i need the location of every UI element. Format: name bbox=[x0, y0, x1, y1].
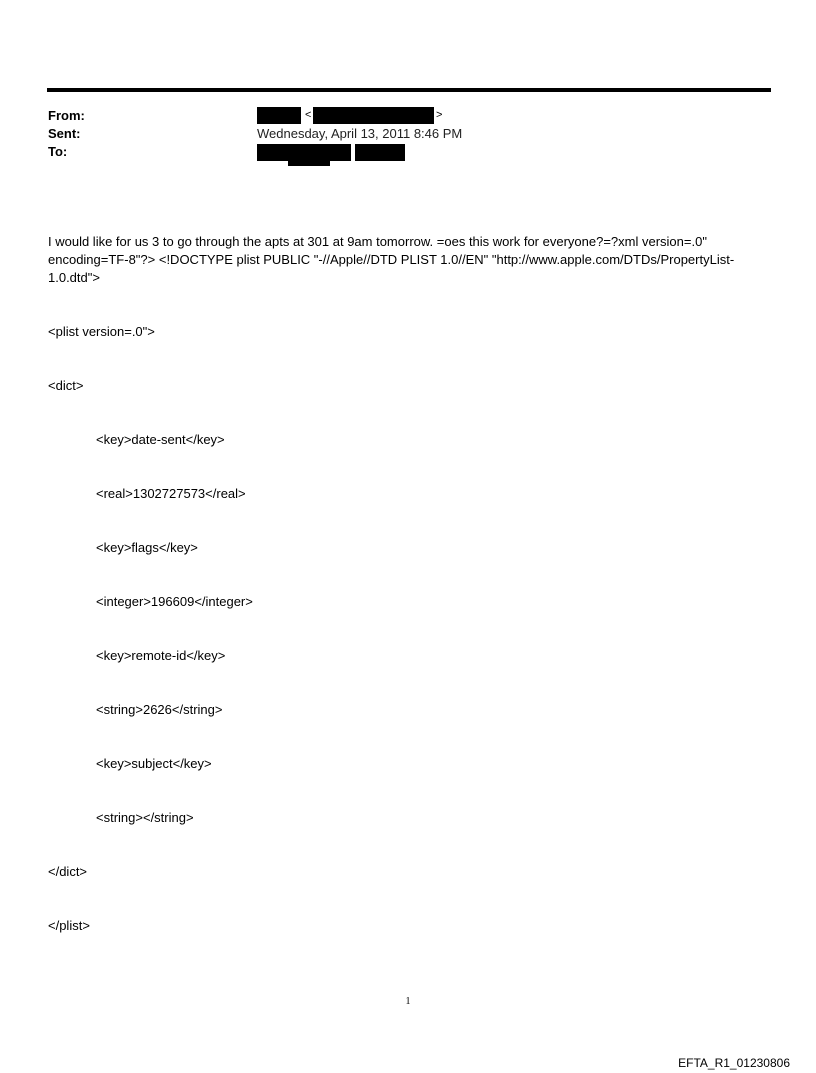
redaction-to-1-tail bbox=[288, 158, 330, 166]
body-intro: I would like for us 3 to go through the apts at 301 at 9am tomorrow. =oes this work for everyone?=?xml version=.0" encoding=TF-8"?> <!DOCTYPE plist PUBLIC "-//Apple//DTD PLIST 1.0//EN" "http://www.apple.com/DTDs/PropertyList-1.0.dtd"> bbox=[48, 234, 735, 285]
redaction-to-2 bbox=[355, 144, 405, 161]
sent-value: Wednesday, April 13, 2011 8:46 PM bbox=[257, 126, 463, 141]
from-angle-open: < bbox=[305, 109, 312, 121]
body-indented-line: <key>subject</key> bbox=[96, 756, 212, 771]
redaction-from-name bbox=[257, 107, 301, 124]
header-rule bbox=[47, 88, 771, 92]
to-label: To: bbox=[48, 144, 68, 159]
body-line: <dict> bbox=[48, 378, 84, 393]
body-indented-line: <string></string> bbox=[96, 810, 194, 825]
body-indented-line: <key>flags</key> bbox=[96, 540, 198, 555]
document-id: EFTA_R1_01230806 bbox=[678, 1056, 790, 1070]
from-angle-close: > bbox=[436, 109, 443, 121]
email-body bbox=[48, 197, 773, 953]
body-indented-line: <string>2626</string> bbox=[96, 702, 223, 717]
body-indented-line: <real>1302727573</real> bbox=[96, 486, 246, 501]
body-indented-line: <key>remote-id</key> bbox=[96, 648, 226, 663]
sent-label: Sent: bbox=[48, 126, 81, 141]
body-indented-line: <key>date-sent</key> bbox=[96, 432, 225, 447]
redaction-from-email bbox=[313, 107, 434, 124]
from-label: From: bbox=[48, 108, 85, 123]
body-line: </plist> bbox=[48, 918, 90, 933]
body-line: <plist version=.0"> bbox=[48, 324, 155, 339]
body-indented-line: <integer>196609</integer> bbox=[96, 594, 253, 609]
page-number: 1 bbox=[405, 996, 411, 1007]
body-line: </dict> bbox=[48, 864, 88, 879]
